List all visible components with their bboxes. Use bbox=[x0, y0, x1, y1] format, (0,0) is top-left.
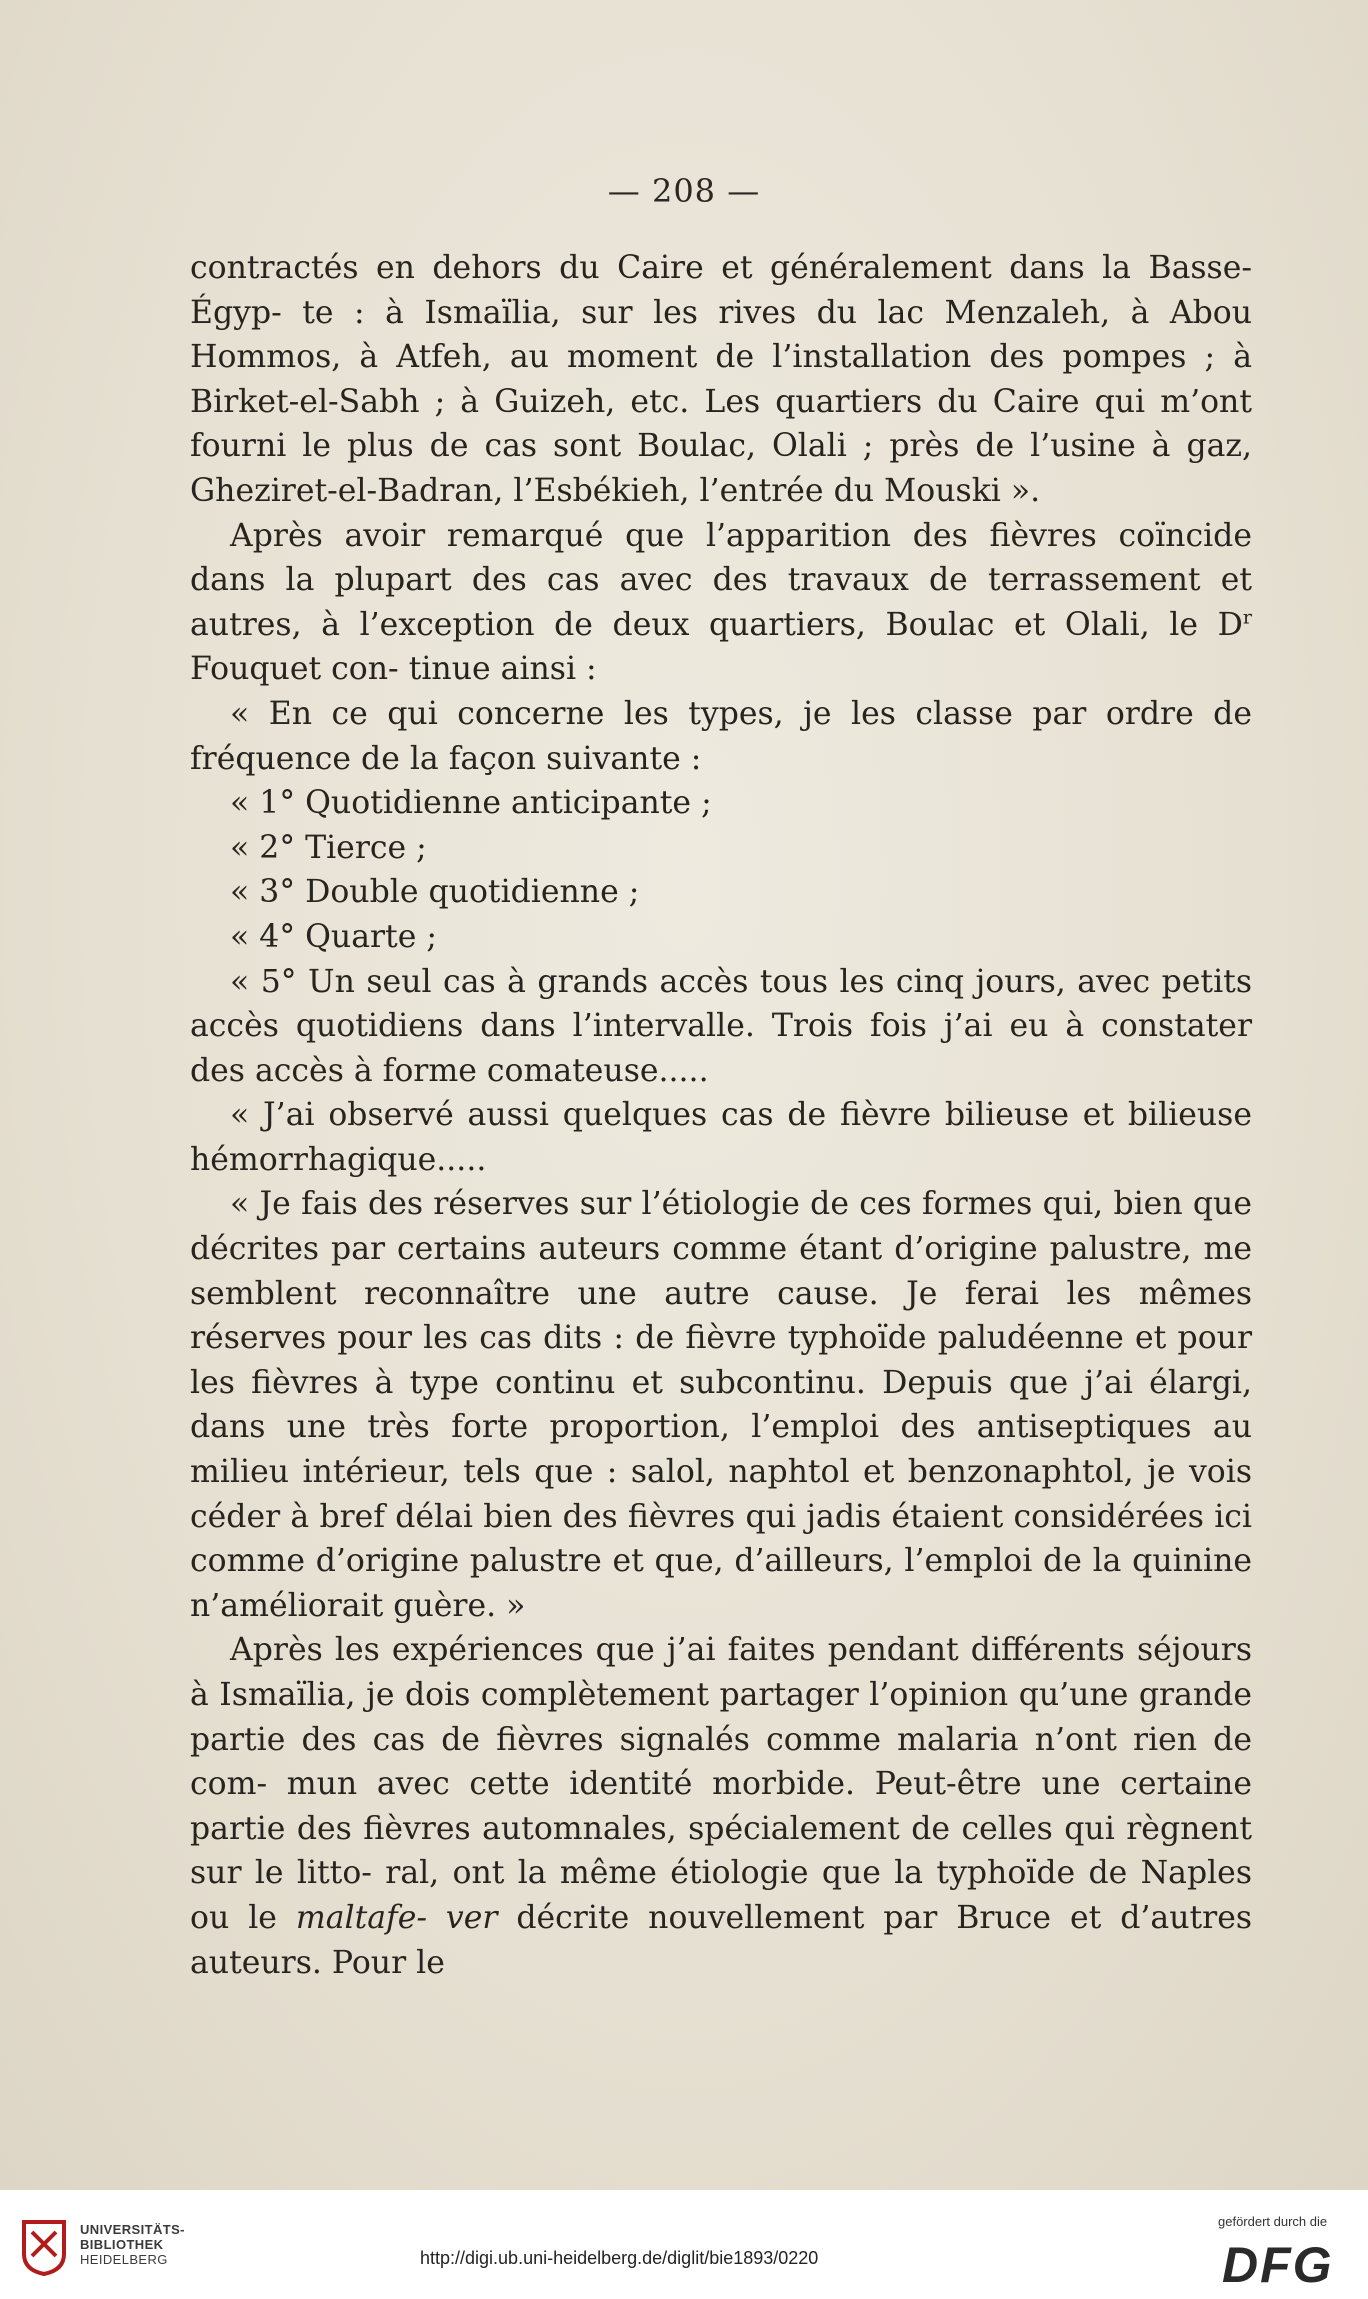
paragraph-3: « En ce qui concerne les types, je les classe par ordre de fréquence de la façon suivante : bbox=[190, 695, 1252, 777]
library-name-line-1: UNIVERSITÄTS- bbox=[80, 2222, 185, 2237]
paragraph-1: contractés en dehors du Caire et généralement dans la Basse-Égyp- te : à Ismaïlia, sur les rives du lac Menzaleh, à Abou Hommos, à Atfeh, au moment de l’installation des pompes ; à Birket-el-Sabh ; à Guizeh, etc. Les quartiers du Caire qui m’ont fourni le plus de cas sont Boulac, Olali ; près de l’usine à gaz, Gheziret-el-Badran, l’Esbékieh, l’entrée du Mouski ». bbox=[190, 250, 1252, 509]
paragraph-bilieuse: « J’ai observé aussi quelques cas de fièvre bilieuse et bilieuse hémorrhagique..... bbox=[190, 1097, 1252, 1178]
paragraph-2-tail: Fouquet con- tinue ainsi : bbox=[190, 651, 597, 688]
paragraph-ismailia bbox=[190, 1628, 1252, 1985]
dfg-logo: DFG bbox=[1222, 2237, 1334, 2293]
funded-by-label: gefördert durch die bbox=[1218, 2214, 1328, 2229]
list-item-4: « 4° Quarte ; bbox=[230, 918, 437, 955]
list-item-1: « 1° Quotidienne anticipante ; bbox=[230, 785, 712, 822]
italic-term: maltafe- ver bbox=[295, 1899, 498, 1936]
paragraph-ismailia-tail: décrite nouvellement par Bruce et d’autres auteurs. Pour le bbox=[190, 1899, 1253, 1981]
paragraph-2-text: Après avoir remarqué que l’apparition des fièvres coïncide dans la plupart des cas avec des travaux de terrassement et autres, à l’exception de deux quartiers, Boulac et Olali, le D bbox=[190, 517, 1252, 643]
library-name-line-3: HEIDELBERG bbox=[80, 2252, 168, 2267]
paragraph-reserves: « Je fais des réserves sur l’étiologie de ces formes qui, bien que décrites par certains auteurs comme étant d’origine palustre, me semblent reconnaître une autre cause. Je ferai les mêmes réserves pour les cas dits : de fièvre typhoïde paludéenne et pour les fièvres à type continu et subcontinu. Depuis que j’ai élargi, dans une très forte proportion, l’emploi des antiseptiques au milieu intérieur, tels que : salol, naphtol et benzonaphtol, je vois céder à bref délai bien des fièvres qui jadis étaient considérées ici comme d’origine palustre et que, d’ailleurs, l’emploi de la quinine n’améliorait guère. » bbox=[190, 1186, 1252, 1624]
paragraph-2 bbox=[190, 514, 1252, 692]
body-text bbox=[190, 246, 1252, 1985]
library-name bbox=[80, 2222, 185, 2267]
list-item-5: « 5° Un seul cas à grands accès tous les cinq jours, avec petits accès quotidiens dans l’intervalle. Trois fois j’ai eu à constater des accès à forme comateuse..... bbox=[190, 963, 1252, 1089]
list-item-3: « 3° Double quotidienne ; bbox=[230, 874, 640, 911]
superscript-r: r bbox=[1242, 606, 1252, 629]
list-item-2: « 2° Tierce ; bbox=[230, 829, 427, 866]
library-name-line-2: BIBLIOTHEK bbox=[80, 2237, 164, 2252]
paragraph-ismailia-text: Après les expériences que j’ai faites pendant différents séjours à Ismaïlia, je dois complètement partager l’opinion qu’une grande partie des cas de fièvres signalés comme malaria n’ont rien de com- mun avec cette identité morbide. Peut-être une certaine partie des fièvres automnales, spécialement de celles qui règnent sur le litto- ral, ont la même étiologie que la typhoïde de Naples ou le bbox=[190, 1632, 1252, 1936]
university-library-logo-icon bbox=[14, 2214, 74, 2278]
footer-bar bbox=[0, 2190, 1368, 2299]
source-url-link[interactable]: http://digi.ub.uni-heidelberg.de/diglit/bie1893/0220 bbox=[420, 2248, 819, 2268]
page-number: — 208 — bbox=[607, 172, 761, 210]
